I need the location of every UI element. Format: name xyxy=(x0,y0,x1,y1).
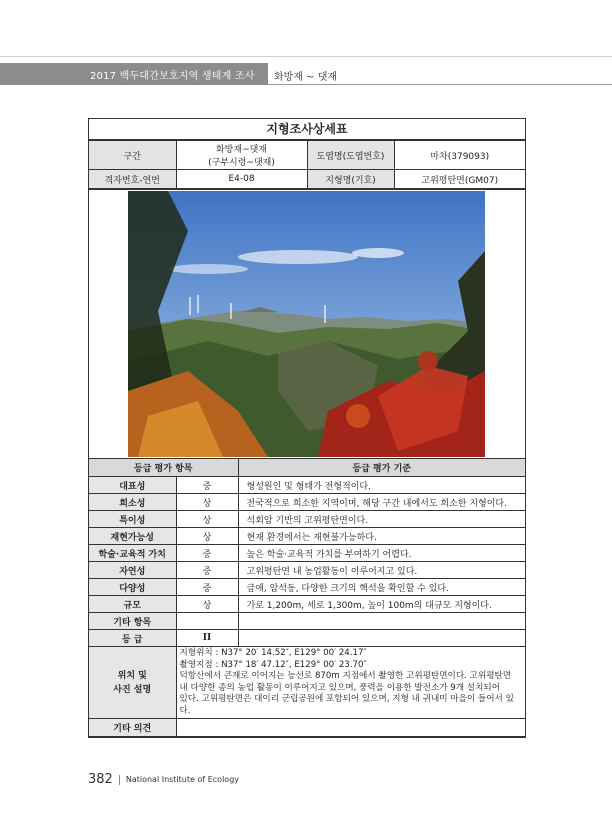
eval-row xyxy=(89,562,525,579)
eval-grade: 중 xyxy=(176,477,238,494)
eval-grade xyxy=(176,613,238,630)
eval-grade: 중 xyxy=(176,562,238,579)
location-label xyxy=(89,647,176,719)
eval-criteria: 석회암 기반의 고위평탄면이다. xyxy=(238,511,525,528)
eval-criteria: 가로 1,200m, 세로 1,300m, 높이 100m의 대규모 지형이다. xyxy=(238,596,525,613)
landform-label: 지형명(기호) xyxy=(307,170,394,189)
eval-grade: 상 xyxy=(176,596,238,613)
location-description xyxy=(176,647,525,719)
eval-row xyxy=(89,579,525,596)
footer-divider xyxy=(119,775,120,785)
location-label-line1: 위치 및 xyxy=(117,670,147,681)
eval-grade: 상 xyxy=(176,511,238,528)
eval-item: 학술·교육적 가치 xyxy=(89,545,176,562)
section-value xyxy=(176,141,307,170)
evaluation-table xyxy=(89,459,525,737)
photo-coordinates: 촬영지점 : N37° 18′ 47.12″, E129° 00′ 23.70″ xyxy=(179,659,367,670)
other-opinion-row xyxy=(89,719,525,737)
other-opinion-value xyxy=(176,719,525,737)
landform-coordinates: 지형위치 : N37° 20′ 14.52″, E129° 00′ 24.17″ xyxy=(179,648,367,658)
eval-item: 다양성 xyxy=(89,579,176,596)
section-value-line2: (구부시령~댓재) xyxy=(208,158,275,168)
description-line: 덕항산에서 큰재로 이어지는 능선로 870m 지점에서 촬영한 고위평탄면이다. 고위평탄면 xyxy=(179,671,512,681)
section-name: 화방재 ~ 댓재 xyxy=(274,72,338,83)
eval-criteria: 형성원인 및 형태가 전형적이다. xyxy=(238,477,525,494)
overall-grade-label: 등 급 xyxy=(89,630,176,647)
grid-label: 격자번호-연번 xyxy=(89,170,176,189)
eval-grade: 상 xyxy=(176,494,238,511)
eval-criteria xyxy=(238,613,525,630)
eval-row xyxy=(89,613,525,630)
eval-item: 대표성 xyxy=(89,477,176,494)
page-number: 382 xyxy=(88,772,113,787)
eval-row xyxy=(89,477,525,494)
overall-grade-value: II xyxy=(176,630,238,647)
eval-criteria: 급애, 암석동, 다양한 크기의 핵석을 확인할 수 있다. xyxy=(238,579,525,596)
eval-item: 희소성 xyxy=(89,494,176,511)
info-table xyxy=(89,140,525,189)
landform-value: 고위평탄면(GM07) xyxy=(394,170,525,189)
sheet-title: 지형조사상세표 xyxy=(89,119,525,140)
eval-row xyxy=(89,596,525,613)
report-header-bar xyxy=(0,63,268,85)
grid-value: E4-08 xyxy=(176,170,307,189)
photo-cell xyxy=(89,189,525,459)
eval-item-header: 등급 평가 항목 xyxy=(89,459,238,477)
eval-criteria: 고위평탄면 내 농업활동이 이루어지고 있다. xyxy=(238,562,525,579)
map-label: 도엽명(도엽번호) xyxy=(307,141,394,170)
eval-item: 규모 xyxy=(89,596,176,613)
description-line: 있다. 고위평탄면은 대이리 군립공원에 포함되어 있으며, 지형 내 귀내미 마을이 들어서 있다. xyxy=(179,694,514,716)
eval-item: 특이성 xyxy=(89,511,176,528)
overall-grade-blank xyxy=(238,630,525,647)
eval-row xyxy=(89,494,525,511)
eval-grade: 중 xyxy=(176,545,238,562)
other-opinion-label: 기타 의견 xyxy=(89,719,176,737)
eval-criteria-header: 등급 평가 기준 xyxy=(238,459,525,477)
organization-name: National Institute of Ecology xyxy=(125,775,240,784)
eval-grade: 상 xyxy=(176,528,238,545)
eval-row xyxy=(89,511,525,528)
eval-item: 자연성 xyxy=(89,562,176,579)
landscape-photo xyxy=(128,191,485,457)
map-value: 마차(379093) xyxy=(394,141,525,170)
report-title: 2017 백두대간보호지역 생태계 조사 xyxy=(90,71,255,82)
description-line: 내 다양한 종의 농업 활동이 이루어지고 있으며, 풍력을 이용한 발전소가 9개 설치되어 xyxy=(179,682,501,693)
eval-grade: 중 xyxy=(176,579,238,596)
location-label-line2: 사진 설명 xyxy=(113,684,152,695)
section-label: 구간 xyxy=(89,141,176,170)
landscape-image xyxy=(128,191,485,457)
location-row xyxy=(89,647,525,719)
top-rule xyxy=(0,56,612,57)
eval-item: 재현가능성 xyxy=(89,528,176,545)
page-footer xyxy=(88,772,239,787)
section-value-line1: 화방재~댓재 xyxy=(215,145,267,155)
header-rule xyxy=(268,84,612,85)
eval-row xyxy=(89,545,525,562)
eval-criteria: 높은 학술·교육적 가치를 부여하기 어렵다. xyxy=(238,545,525,562)
overall-grade-row xyxy=(89,630,525,647)
eval-item: 기타 항목 xyxy=(89,613,176,630)
eval-criteria: 전국적으로 희소한 지역이며, 해당 구간 내에서도 희소한 지형이다. xyxy=(238,494,525,511)
survey-sheet xyxy=(88,118,526,738)
eval-row xyxy=(89,528,525,545)
eval-criteria: 현재 환경에서는 재현불가능하다. xyxy=(238,528,525,545)
